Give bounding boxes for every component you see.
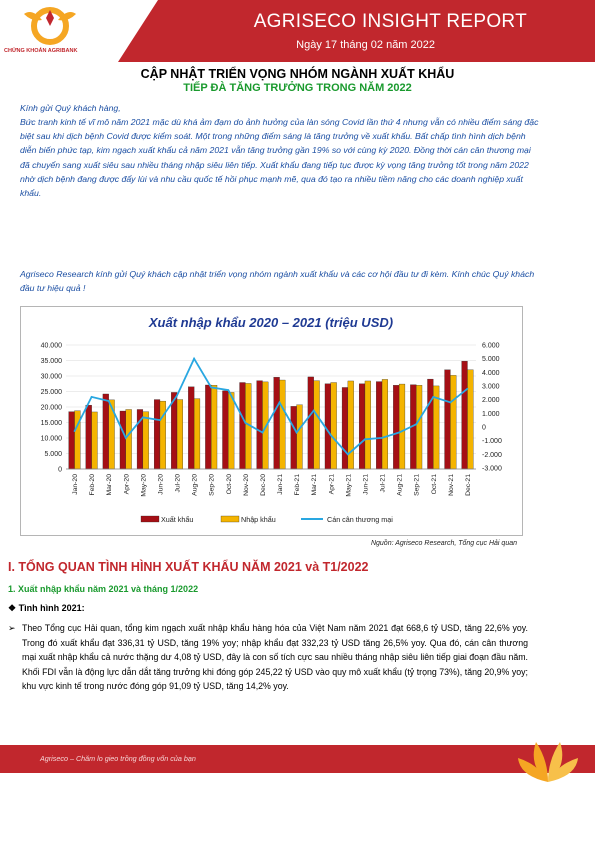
trade-balance-point [364,438,366,440]
import-bar [467,370,473,469]
left-axis-tick-label: 10.000 [40,435,62,443]
x-axis-tick-label: Aug-21 [396,474,404,496]
left-axis-tick-label: 0 [58,466,62,474]
import-bar [126,409,132,469]
bullet-heading-text: Tình hình 2021: [18,603,85,613]
legend-export-label: Xuất khẩu [161,515,194,524]
left-axis-tick-label: 20.000 [40,404,62,412]
subsection-heading: 1. Xuất nhập khẩu năm 2021 và tháng 1/2022 [8,584,199,594]
left-axis-tick-label: 35.000 [40,358,62,365]
trade-balance-point [262,432,264,434]
overview-text: Theo Tổng cục Hải quan, tổng kim ngạch xuất nhập khẩu hàng hóa của Việt Nam năm 2021 đạt 668,6 tỷ USD, tăng 22,6% yoy. Trong đó xuất khẩu đạt 336,31 tỷ USD, tăng 19% yoy; nhập khẩu đạt 332,23 tỷ USD tăng 26,5% yoy. Qua đó, cán cân thương mại xuất nhập khẩu cả nước thặng dư 4,08 tỷ USD, đây là con số tích cực sau nhiều tháng nhập siêu liên tiếp giai đoạn đầu năm. Khối FDI vẫn là động lực dẫn dắt tăng trưởng khi đóng góp 245,22 tỷ USD vào quy mô xuất khẩu (tỷ trọng 73%), tăng 20,9% yoy; khu vực kinh tế trong nước đóng góp 91,09 tỷ USD, tăng 14,2% yoy. [22,623,528,691]
x-axis-tick-label: Nov-20 [242,474,250,496]
export-bar [86,405,92,469]
intro-paragraph: Bức tranh kinh tế vĩ mô năm 2021 mặc dù khá ảm đạm do ảnh hưởng của làn sóng Covid lần thứ 4 nhưng vẫn có nhiều điểm sáng đặc biệt sau khi dịch bệnh Covid được kiểm soát. Một trong những điểm sáng là tăng trưởng về xuất khẩu. Bất chấp tình hình dịch bệnh diễn biến phức tạp, kim ngạch xuất khẩu cả năm 2021 vẫn tăng trưởng gần 19% so với cùng kỳ 2020. Đồng thời cán cân thương mại đã chuyển sang xuất siêu sau nhiều tháng nhập siêu liên tiếp. Xuất khẩu đang tiếp tục được kỳ vọng tăng trưởng tốt trong năm 2022 nhờ dịch bệnh đang được đẩy lùi và nhu cầu quốc tế hồi phục mạnh mẽ, qua đó tạo ra nhiều tiềm năng cho các doanh nghiệp xuất khẩu. [20,117,539,199]
export-bar [393,385,399,469]
report-date: Ngày 17 tháng 02 năm 2022 [296,39,435,51]
x-axis-tick-label: Nov-21 [447,474,455,496]
import-bar [399,384,405,469]
left-axis-tick-label: 30.000 [40,373,62,381]
trade-balance-point [467,388,469,390]
sub-title: TIẾP ĐÀ TĂNG TRƯỞNG TRONG NĂM 2022 [183,82,412,94]
x-axis-tick-label: Jan-21 [277,474,285,495]
bullet-heading [8,603,85,614]
trade-balance-point [108,400,110,402]
x-axis-tick-label: Aug-20 [191,474,199,496]
trade-balance-point [159,419,161,421]
trade-balance-point [330,434,332,436]
import-bar [331,383,337,469]
trade-balance-point [279,402,281,404]
diamond-bullet-icon: ❖ [8,603,17,613]
import-bar [160,401,166,469]
export-bar [427,379,433,469]
legend-import-swatch [221,516,239,522]
intro-greeting: Kính gửi Quý khách hàng, [20,103,121,113]
trade-balance-point [176,395,178,397]
import-bar [194,399,200,469]
x-axis-tick-label: Mar-20 [106,474,114,496]
import-bar [143,412,149,469]
export-bar [222,391,228,469]
trade-chart-svg [21,307,522,535]
left-axis-tick-label: 15.000 [40,420,62,427]
import-bar [280,380,286,469]
import-bar [314,381,320,469]
export-bar [376,382,382,469]
trade-balance-point [142,417,144,419]
import-bar [365,381,371,469]
import-bar [177,400,183,469]
arrow-bullet-icon: ➢ [8,623,16,633]
trade-chart [20,306,523,536]
header-diagonal [118,0,158,62]
trade-balance-point [210,386,212,388]
brand-name: CHỨNG KHOÁN AGRIBANK [4,48,78,54]
chart-title: Xuất nhập khẩu 2020 – 2021 (triệu USD) [148,315,394,330]
trade-balance-point [381,437,383,439]
trade-balance-point [296,432,298,434]
right-axis-tick-label: 6.000 [482,342,500,350]
main-title: CẬP NHẬT TRIỂN VỌNG NHÓM NGÀNH XUẤT KHẨU [140,67,455,81]
right-axis-tick-label: 0 [482,424,486,432]
import-bar [450,375,456,469]
x-axis-tick-label: Dec-20 [259,474,267,496]
x-axis-tick-label: Jun-20 [157,474,165,495]
x-axis-tick-label: Jun-21 [362,474,370,495]
right-axis-tick-label: -3.000 [482,465,502,473]
left-axis-tick-label: 5.000 [44,451,62,458]
x-axis-tick-label: Dec-21 [464,474,472,496]
x-axis-tick-label: Sep-21 [413,474,421,496]
export-bar [325,384,331,469]
trade-balance-point [91,396,93,398]
trade-balance-point [125,437,127,439]
export-bar [120,411,126,469]
trade-balance-point [227,389,229,391]
export-bar [103,394,109,469]
legend-export-swatch [141,516,159,522]
footer-slogan: Agriseco – Chăm lo gieo trồng đồng vốn của bạn [40,754,196,763]
x-axis-tick-label: Apr-20 [123,474,131,495]
x-axis-tick-label: Sep-20 [208,474,216,496]
import-bar [382,379,388,469]
report-title: AGRISECO INSIGHT REPORT [253,11,527,32]
export-bar [445,370,451,469]
x-axis-tick-label: Oct-20 [225,474,233,495]
x-axis-tick-label: Jul-20 [174,474,182,493]
trade-balance-line [75,359,468,455]
trade-balance-point [313,410,315,412]
right-axis-tick-label: -2.000 [482,451,502,459]
export-bar [359,384,365,469]
report-header [0,0,595,62]
left-axis-tick-label: 40.000 [40,342,62,350]
x-axis-tick-label: Jan-20 [72,474,80,495]
export-bar [154,400,160,469]
x-axis-tick-label: Feb-21 [294,474,302,496]
x-axis-tick-label: Jul-21 [379,474,387,493]
right-axis-tick-label: 4.000 [482,369,500,377]
x-axis-tick-label: Mar-21 [311,474,319,496]
export-bar [240,383,246,469]
export-bar [291,406,297,469]
trade-balance-point [415,423,417,425]
export-bar [274,377,280,469]
trade-balance-point [398,432,400,434]
x-axis-tick-label: Apr-21 [328,474,336,495]
export-bar [188,387,194,469]
import-bar [211,385,217,469]
right-axis-tick-label: 2.000 [482,397,500,405]
import-bar [92,412,98,469]
import-bar [228,392,234,469]
legend-import-label: Nhập khẩu [241,515,276,524]
trade-balance-point [347,453,349,455]
trade-balance-point [193,358,195,360]
right-axis-tick-label: 1.000 [482,410,500,418]
x-axis-tick-label: Feb-20 [89,474,97,496]
trade-balance-point [74,430,76,432]
trade-balance-point [244,422,246,424]
overview-paragraph [8,621,528,694]
export-bar [308,377,314,469]
legend-balance-label: Cán cân thương mại [327,515,393,524]
x-axis-tick-label: Oct-21 [430,474,438,495]
import-bar [348,381,354,469]
import-bar [297,405,303,469]
right-axis-tick-label: 5.000 [482,356,500,364]
footer-band [0,745,595,773]
chart-source: Nguồn: Agriseco Research, Tổng cục Hải quan [370,540,517,547]
export-bar [205,385,211,469]
x-axis-tick-label: May-20 [140,474,148,497]
lotus-decoration-icon [518,736,578,784]
export-bar [257,381,263,469]
export-bar [69,412,75,469]
right-axis-tick-label: -1.000 [482,438,502,446]
right-axis-tick-label: 3.000 [482,383,500,391]
x-axis-tick-label: May-21 [345,474,353,497]
trade-balance-point [432,396,434,398]
import-bar [416,385,422,469]
section-heading: I. TỔNG QUAN TÌNH HÌNH XUẤT KHẨU NĂM 2021 và T1/2022 [8,560,369,574]
export-bar [462,361,468,469]
export-bar [342,387,348,469]
trade-balance-point [449,402,451,404]
left-axis-tick-label: 25.000 [40,389,62,396]
intro-closing: Agriseco Research kính gửi Quý khách cập nhật triển vọng nhóm ngành xuất khẩu và các cơ hội đầu tư đi kèm. Kính chúc Quý khách đầu tư hiệu quả ! [20,269,535,294]
